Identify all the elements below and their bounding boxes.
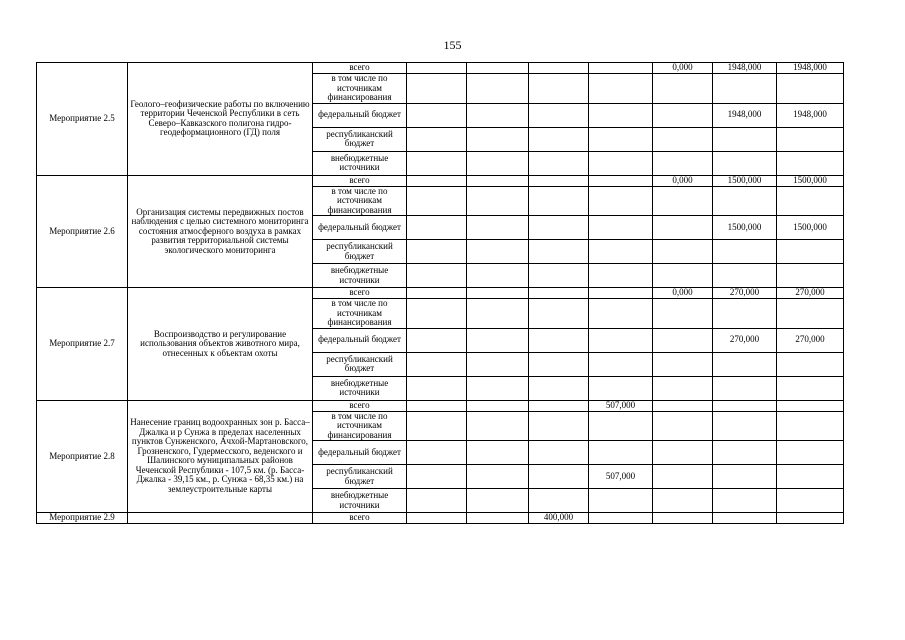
- amount-cell: [589, 186, 653, 216]
- funding-source: в том числе по источникам финансирования: [313, 186, 407, 216]
- amount-cell: [529, 103, 589, 127]
- amount-cell: [529, 299, 589, 329]
- funding-source: всего: [313, 288, 407, 299]
- measure-label: Мероприятие 2.6: [37, 175, 128, 288]
- measure-label: Мероприятие 2.8: [37, 400, 128, 513]
- amount-cell: [529, 465, 589, 489]
- amount-cell: [407, 376, 467, 400]
- amount-cell: [653, 216, 713, 240]
- amount-cell: [777, 489, 844, 513]
- amount-cell: [407, 328, 467, 352]
- amount-cell: [589, 264, 653, 288]
- table-row: [37, 63, 844, 74]
- amount-cell: [467, 216, 529, 240]
- funding-source: в том числе по источникам финансирования: [313, 74, 407, 104]
- amount-cell: [407, 465, 467, 489]
- amount-cell: [529, 400, 589, 411]
- amount-cell: [407, 352, 467, 376]
- amount-cell: [589, 489, 653, 513]
- amount-cell: [589, 240, 653, 264]
- amount-cell: [589, 376, 653, 400]
- amount-cell: [407, 74, 467, 104]
- funding-source: внебюджетные источники: [313, 376, 407, 400]
- amount-cell: [407, 186, 467, 216]
- amount-cell: [653, 328, 713, 352]
- amount-cell: [407, 441, 467, 465]
- amount-cell: [529, 175, 589, 186]
- amount-cell: [713, 513, 777, 524]
- amount-cell: [407, 103, 467, 127]
- amount-cell: [467, 513, 529, 524]
- amount-cell: [529, 376, 589, 400]
- amount-cell: [653, 465, 713, 489]
- funding-source: республиканский бюджет: [313, 240, 407, 264]
- amount-cell: [407, 411, 467, 441]
- amount-cell: [467, 299, 529, 329]
- amount-cell: [589, 216, 653, 240]
- amount-cell: [777, 400, 844, 411]
- amount-cell: 1948,000: [713, 63, 777, 74]
- funding-source: всего: [313, 400, 407, 411]
- amount-cell: [653, 186, 713, 216]
- amount-cell: [529, 186, 589, 216]
- amount-cell: [407, 288, 467, 299]
- funding-source: всего: [313, 513, 407, 524]
- funding-source: внебюджетные источники: [313, 264, 407, 288]
- amount-cell: [467, 127, 529, 151]
- amount-cell: [529, 288, 589, 299]
- table-row: [37, 513, 844, 524]
- amount-cell: 1500,000: [713, 216, 777, 240]
- amount-cell: [529, 352, 589, 376]
- funding-source: республиканский бюджет: [313, 127, 407, 151]
- amount-cell: [467, 411, 529, 441]
- amount-cell: [777, 411, 844, 441]
- amount-cell: 400,000: [529, 513, 589, 524]
- page-number: 155: [443, 38, 462, 52]
- funding-source: в том числе по источникам финансирования: [313, 299, 407, 329]
- amount-cell: [653, 264, 713, 288]
- amount-cell: [777, 376, 844, 400]
- amount-cell: [589, 288, 653, 299]
- measure-description: Нанесение границ водоохранных зон р. Басса–Джалка и р Сунжа в пределах населенных пунктов Сунженского, Ачхой-Мартановского, Грозненского, Гудермесского, веденского и Шалинского муниципальных районов Чеченской Республики - 107,5 км. (р. Басса-Джалка - 39,15 км., р. Сунжа - 68,35 км.) на землеустроительные карты: [128, 400, 313, 513]
- amount-cell: [407, 489, 467, 513]
- amount-cell: [713, 352, 777, 376]
- amount-cell: [589, 151, 653, 175]
- amount-cell: [589, 513, 653, 524]
- amount-cell: 270,000: [777, 328, 844, 352]
- table-row: [37, 400, 844, 411]
- measure-label: Мероприятие 2.7: [37, 288, 128, 401]
- amount-cell: [777, 127, 844, 151]
- amount-cell: [713, 411, 777, 441]
- amount-cell: 1500,000: [777, 175, 844, 186]
- measure-description: [128, 513, 313, 524]
- amount-cell: [529, 264, 589, 288]
- amount-cell: [713, 465, 777, 489]
- funding-source: всего: [313, 175, 407, 186]
- amount-cell: [467, 186, 529, 216]
- funding-source: федеральный бюджет: [313, 328, 407, 352]
- amount-cell: [713, 74, 777, 104]
- amount-cell: [777, 441, 844, 465]
- amount-cell: [589, 411, 653, 441]
- funding-source: республиканский бюджет: [313, 352, 407, 376]
- amount-cell: [777, 240, 844, 264]
- amount-cell: 1500,000: [777, 216, 844, 240]
- amount-cell: [589, 299, 653, 329]
- table-row: [37, 175, 844, 186]
- amount-cell: [777, 151, 844, 175]
- amount-cell: [467, 376, 529, 400]
- amount-cell: [407, 63, 467, 74]
- amount-cell: [407, 175, 467, 186]
- amount-cell: [529, 127, 589, 151]
- amount-cell: [467, 103, 529, 127]
- amount-cell: [407, 240, 467, 264]
- amount-cell: [777, 299, 844, 329]
- amount-cell: [529, 411, 589, 441]
- amount-cell: [467, 175, 529, 186]
- amount-cell: [713, 151, 777, 175]
- amount-cell: 270,000: [713, 288, 777, 299]
- amount-cell: [589, 103, 653, 127]
- amount-cell: [529, 328, 589, 352]
- measure-label: Мероприятие 2.5: [37, 63, 128, 176]
- amount-cell: [467, 63, 529, 74]
- amount-cell: 0,000: [653, 175, 713, 186]
- amount-cell: [777, 264, 844, 288]
- amount-cell: [653, 74, 713, 104]
- amount-cell: [653, 489, 713, 513]
- amount-cell: [713, 264, 777, 288]
- amount-cell: 0,000: [653, 63, 713, 74]
- amount-cell: [529, 151, 589, 175]
- funding-source: внебюджетные источники: [313, 151, 407, 175]
- amount-cell: [589, 127, 653, 151]
- amount-cell: [653, 400, 713, 411]
- amount-cell: 270,000: [713, 328, 777, 352]
- amount-cell: [407, 264, 467, 288]
- funding-source: республиканский бюджет: [313, 465, 407, 489]
- funding-source: внебюджетные источники: [313, 489, 407, 513]
- amount-cell: [467, 328, 529, 352]
- amount-cell: 1948,000: [713, 103, 777, 127]
- amount-cell: [589, 441, 653, 465]
- amount-cell: [467, 264, 529, 288]
- financing-table: [36, 62, 844, 524]
- amount-cell: [529, 240, 589, 264]
- amount-cell: [653, 240, 713, 264]
- amount-cell: 270,000: [777, 288, 844, 299]
- amount-cell: [777, 352, 844, 376]
- amount-cell: [467, 240, 529, 264]
- amount-cell: [713, 240, 777, 264]
- amount-cell: [467, 489, 529, 513]
- amount-cell: [653, 441, 713, 465]
- amount-cell: [713, 127, 777, 151]
- amount-cell: [589, 328, 653, 352]
- amount-cell: [653, 103, 713, 127]
- amount-cell: [467, 151, 529, 175]
- amount-cell: [467, 400, 529, 411]
- amount-cell: [653, 352, 713, 376]
- amount-cell: [407, 216, 467, 240]
- funding-source: всего: [313, 63, 407, 74]
- amount-cell: [713, 376, 777, 400]
- amount-cell: 507,000: [589, 400, 653, 411]
- amount-cell: [713, 400, 777, 411]
- amount-cell: 1948,000: [777, 63, 844, 74]
- amount-cell: [589, 74, 653, 104]
- amount-cell: [653, 376, 713, 400]
- amount-cell: [529, 63, 589, 74]
- amount-cell: [407, 151, 467, 175]
- amount-cell: [407, 400, 467, 411]
- amount-cell: [467, 352, 529, 376]
- funding-source: в том числе по источникам финансирования: [313, 411, 407, 441]
- table-row: [37, 288, 844, 299]
- measure-label: Мероприятие 2.9: [37, 513, 128, 524]
- amount-cell: [529, 489, 589, 513]
- amount-cell: [713, 441, 777, 465]
- amount-cell: [407, 513, 467, 524]
- amount-cell: [777, 465, 844, 489]
- amount-cell: [653, 127, 713, 151]
- amount-cell: 0,000: [653, 288, 713, 299]
- amount-cell: [467, 441, 529, 465]
- amount-cell: [529, 441, 589, 465]
- amount-cell: [407, 299, 467, 329]
- amount-cell: [713, 489, 777, 513]
- amount-cell: 1948,000: [777, 103, 844, 127]
- amount-cell: [653, 151, 713, 175]
- amount-cell: [589, 175, 653, 186]
- amount-cell: [713, 299, 777, 329]
- amount-cell: [467, 288, 529, 299]
- amount-cell: [529, 216, 589, 240]
- measure-description: Организация системы передвижных постов наблюдения с целью системного мониторинга состояния атмосферного воздуха в рамках развития территориальной системы экологического мониторинга: [128, 175, 313, 288]
- amount-cell: [777, 513, 844, 524]
- measure-description: Воспроизводство и регулирование использования объектов животного мира, отнесенных к объектам охоты: [128, 288, 313, 401]
- amount-cell: [407, 127, 467, 151]
- amount-cell: [713, 186, 777, 216]
- amount-cell: 507,000: [589, 465, 653, 489]
- funding-source: федеральный бюджет: [313, 103, 407, 127]
- amount-cell: [653, 513, 713, 524]
- amount-cell: [653, 411, 713, 441]
- amount-cell: 1500,000: [713, 175, 777, 186]
- amount-cell: [467, 74, 529, 104]
- amount-cell: [653, 299, 713, 329]
- amount-cell: [467, 465, 529, 489]
- measure-description: Геолого–геофизические работы по включению территории Чеченской Республики в сеть Северо–Кавказского полигона гидро-геодеформационного (ГД) поля: [128, 63, 313, 176]
- funding-source: федеральный бюджет: [313, 441, 407, 465]
- funding-source: федеральный бюджет: [313, 216, 407, 240]
- amount-cell: [529, 74, 589, 104]
- amount-cell: [589, 352, 653, 376]
- amount-cell: [777, 74, 844, 104]
- amount-cell: [777, 186, 844, 216]
- amount-cell: [589, 63, 653, 74]
